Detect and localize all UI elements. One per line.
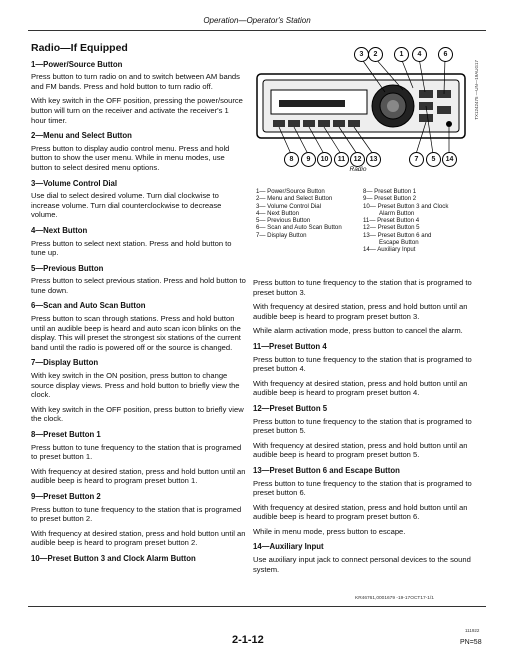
callout-7: 7: [409, 152, 424, 167]
callout-10: 10: [317, 152, 332, 167]
callout-5: 5: [426, 152, 441, 167]
right-column: [253, 278, 487, 579]
legend-item: 8— Preset Button 1: [363, 188, 417, 195]
section-paragraph: Press button to tune frequency to the station that is programed to preset button 4.: [253, 354, 472, 374]
legend-item: 1— Power/Source Button: [256, 188, 325, 195]
legend-item: 9— Preset Button 2: [363, 195, 417, 203]
callout-12: 12: [350, 152, 365, 167]
pn-number: PN=58: [460, 639, 482, 646]
section-paragraph: Press button to tune frequency to the station that is programed to preset button 2.: [31, 504, 242, 524]
callout-13: 13: [366, 152, 381, 167]
legend-right: [363, 188, 448, 254]
figure-caption: Radio: [349, 166, 367, 173]
figure-side-id: TX1242475 —UN—19AUG17: [474, 60, 479, 120]
callout-14: 14: [442, 152, 457, 167]
section-paragraph: While alarm activation mode, press button to cancel the alarm.: [253, 326, 463, 336]
section-heading: 13—Preset Button 6 and Escape Button: [253, 465, 400, 475]
section-paragraph: Press button to select previous station. Press and hold button to tune down.: [31, 276, 246, 295]
section-paragraph: With key switch in the OFF position, pressing the power/source button will turn on the receiver and activate the receiver's 1 hour timer.: [31, 96, 243, 125]
page-title: Radio—If Equipped: [31, 42, 128, 54]
section-paragraph: Press button to scan through stations. Press and hold button until an audible beep is heard and auto scan icon blinks on the display. This will preset the strongest six stations of the current band until the radio is powered off or the source is changed.: [31, 314, 241, 352]
section-heading: 4—Next Button: [31, 225, 88, 235]
page-header: Operation—Operator's Station: [203, 16, 311, 25]
legend-item: Alarm Button: [379, 209, 415, 217]
legend-item: 2— Menu and Select Button: [256, 195, 333, 203]
legend-item: 13— Preset Button 6 and: [363, 231, 432, 239]
legend-item: 4— Next Button: [256, 209, 300, 217]
section-paragraph: Press button to select next station. Press and hold button to tune up.: [31, 238, 232, 258]
section-paragraph: While in menu mode, press button to escape.: [253, 526, 406, 536]
section-heading: 5—Previous Button: [31, 263, 104, 273]
legend-item: 11— Preset Button 4: [363, 217, 420, 225]
section-heading: 9—Preset Button 2: [31, 491, 101, 501]
section-heading: 6—Scan and Auto Scan Button: [31, 301, 146, 311]
section-heading: 14—Auxiliary Input: [253, 542, 324, 552]
callout-8: 8: [284, 152, 299, 167]
section-paragraph: With frequency at desired station, press and hold button until an audible beep is heard to program preset button 3.: [253, 302, 468, 321]
reference-code: KR46761,0001679 -19-17OCT17-1/1: [355, 596, 434, 601]
section-paragraph: With frequency at desired station, press and hold button until an audible beep is heard to program preset button 1.: [31, 466, 246, 486]
section-paragraph: With key switch in the ON position, press button to change source display views. Press and hold button to briefly view the clock.: [31, 371, 240, 400]
section-paragraph: With frequency at desired station, press and hold button until an audible beep is heard to program preset button 4.: [253, 378, 468, 398]
radio-figure: [253, 44, 487, 184]
section-paragraph: With frequency at desired station, press and hold button until an audible beep is heard to program preset button 5.: [253, 440, 468, 460]
legend-left: [256, 188, 342, 239]
callout-11: 11: [334, 152, 349, 167]
section-paragraph: Use dial to select desired volume. Turn dial clockwise to increase volume. Turn dial counterclockwise to decrease volume.: [31, 191, 222, 220]
legend-item: 12— Preset Button 5: [363, 224, 420, 232]
callout-9: 9: [301, 152, 316, 167]
section-heading: 3—Volume Control Dial: [31, 178, 118, 188]
legend-item: 3— Volume Control Dial: [256, 202, 322, 210]
section-paragraph: With key switch in the OFF position, press button to briefly view the clock.: [31, 404, 244, 424]
section-paragraph: Press button to turn radio on and to switch between AM bands and FM bands. Press and hold button to turn radio off.: [31, 72, 240, 91]
section-heading: 10—Preset Button 3 and Clock Alarm Button: [31, 553, 196, 563]
section-heading: 11—Preset Button 4: [253, 341, 327, 351]
callout-2: 2: [368, 47, 383, 62]
footer-date: 111922: [465, 628, 480, 633]
legend-item: 5— Previous Button: [256, 217, 311, 225]
header-rule: [28, 30, 486, 31]
page-number: 2-1-12: [232, 634, 264, 646]
callout-4: 4: [412, 47, 427, 62]
section-heading: 2—Menu and Select Button: [31, 131, 132, 141]
legend-item: 10— Preset Button 3 and Clock: [363, 202, 449, 210]
callout-3: 3: [354, 47, 369, 62]
section-paragraph: Press button to tune frequency to the station that is programed to preset button 6.: [253, 478, 472, 498]
section-paragraph: With frequency at desired station, press and hold button until an audible beep is heard to program preset button 2.: [31, 528, 246, 548]
section-paragraph: Press button to tune frequency to the station that is programed to preset button 3.: [253, 278, 472, 297]
section-heading: 7—Display Button: [31, 358, 99, 368]
left-column: [31, 44, 246, 567]
callout-1: 1: [394, 47, 409, 62]
section-heading: 12—Preset Button 5: [253, 403, 328, 413]
callout-6: 6: [438, 47, 453, 62]
legend-item: Escape Button: [379, 239, 419, 247]
section-paragraph: Press button to display audio control menu. Press and hold button to show the user menu. While in menu modes, use button to select desired menu options.: [31, 143, 230, 172]
footer-rule: [28, 606, 486, 607]
section-heading: 8—Preset Button 1: [31, 430, 101, 439]
legend-item: 7— Display Button: [256, 231, 307, 239]
section-paragraph: Press button to tune frequency to the station that is programed to preset button 1.: [31, 442, 242, 462]
legend-item: 14— Auxiliary Input: [363, 246, 416, 254]
legend-item: 6— Scan and Auto Scan Button: [256, 224, 342, 232]
section-paragraph: With frequency at desired station, press and hold button until an audible beep is heard to program preset button 6.: [253, 502, 468, 522]
section-heading: 1—Power/Source Button: [31, 59, 123, 69]
section-paragraph: Use auxiliary input jack to connect personal devices to the sound system.: [253, 555, 471, 574]
section-paragraph: Press button to tune frequency to the station that is programed to preset button 5.: [253, 416, 472, 436]
